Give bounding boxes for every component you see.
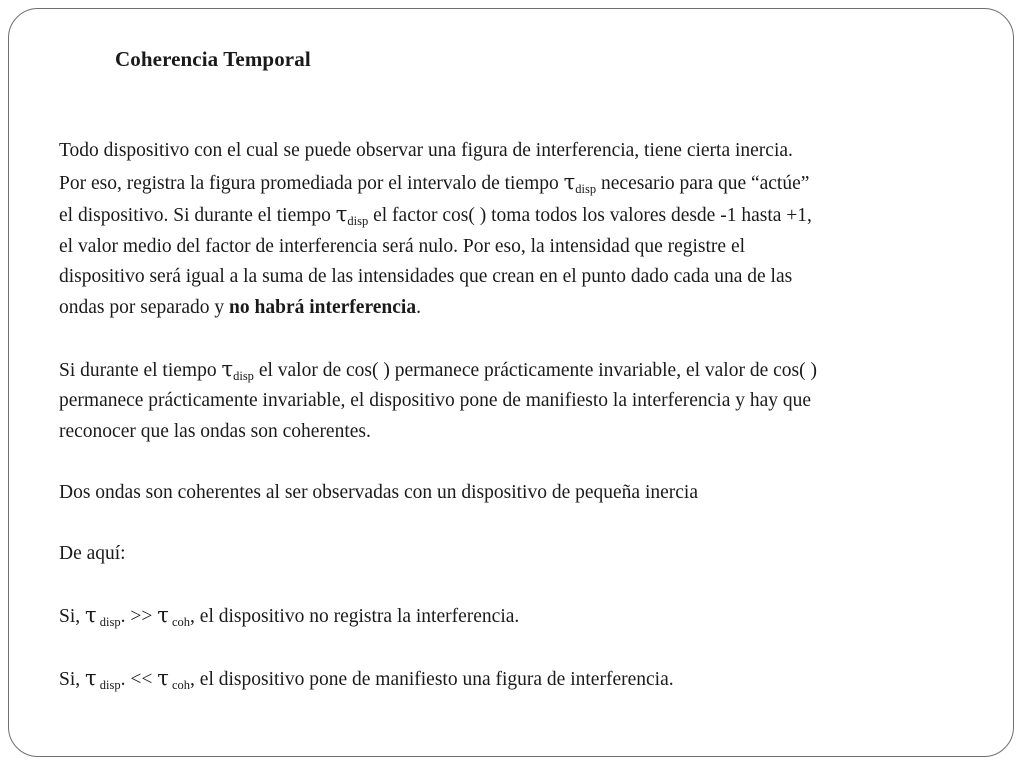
slide-body [59,136,969,695]
paragraph-inertia-line-2 [59,167,969,200]
text-line: Si, [59,668,86,690]
text-line: Si, [59,605,86,627]
text-line: Por eso, registra la figura promediada por el intervalo de tiempo [59,172,564,194]
text-line: Todo dispositivo con el cual se puede observar una figura de interferencia, tiene cierta inercia. [59,140,793,161]
text-line: permanece prácticamente invariable, el dispositivo pone de manifiesto la interferencia y hay que [59,390,812,411]
paragraph-inertia-line-4 [59,232,969,263]
paragraph-invariable-line-1 [59,354,969,387]
subscript-disp: disp [347,214,369,228]
text-line: ondas por separado y [59,296,230,318]
paragraph-inertia-line-6 [59,293,969,324]
operator-text: . << [120,668,158,690]
text-line: , el dispositivo no registra la interferencia. [190,605,520,627]
text-line: necesario para que “actúe” [596,172,810,194]
paragraph-invariable-line-2 [59,386,969,417]
operator-text: . >> [120,605,158,627]
condition-greater [59,600,969,633]
slide-title: Coherencia Temporal [115,47,311,71]
paragraph-coherent-definition: Dos ondas son coherentes al ser observadas con un dispositivo de pequeña inercia [59,481,698,503]
paragraph-inertia-line-1 [59,136,969,167]
subscript-coh: coh [168,614,191,629]
tau-symbol: τ [221,356,234,381]
tau-symbol: τ [85,602,97,627]
subscript-disp: disp [96,677,121,692]
text-line: . [416,296,421,318]
tau-symbol: τ [85,665,97,690]
paragraph-inertia-line-3 [59,199,969,232]
text-line: reconocer que las ondas son coherentes. [59,420,371,442]
text-line: , el dispositivo pone de manifiesto una figura de interferencia. [190,668,674,690]
subscript-disp: disp [96,614,121,629]
text-line: el valor de cos( ) permanece prácticamente invariable, el valor de cos( ) [253,359,817,381]
text-line: el factor cos( ) toma todos los valores desde -1 hasta +1, [368,205,812,226]
text-line: el dispositivo. Si durante el tiempo [59,205,336,226]
text-line: dispositivo será igual a la suma de las intensidades que crean en el punto dado cada una de las [59,266,793,287]
subscript-disp: disp [233,368,254,383]
text-line: Si durante el tiempo [59,359,222,381]
tau-symbol: τ [157,602,169,627]
tau-symbol: τ [563,169,576,194]
paragraph-de-aqui: De aquí: [59,542,126,564]
condition-less [59,663,969,696]
subscript-disp: disp [575,181,597,196]
subscript-coh: coh [168,677,191,692]
paragraph-inertia-line-5 [59,262,969,293]
bold-no-interference: no habrá interferencia [229,296,417,318]
text-line: el valor medio del factor de interferencia será nulo. Por eso, la intensidad que registre el [59,235,746,257]
paragraph-invariable-line-3 [59,417,969,448]
tau-symbol: τ [157,665,169,690]
tau-symbol: τ [335,202,348,226]
